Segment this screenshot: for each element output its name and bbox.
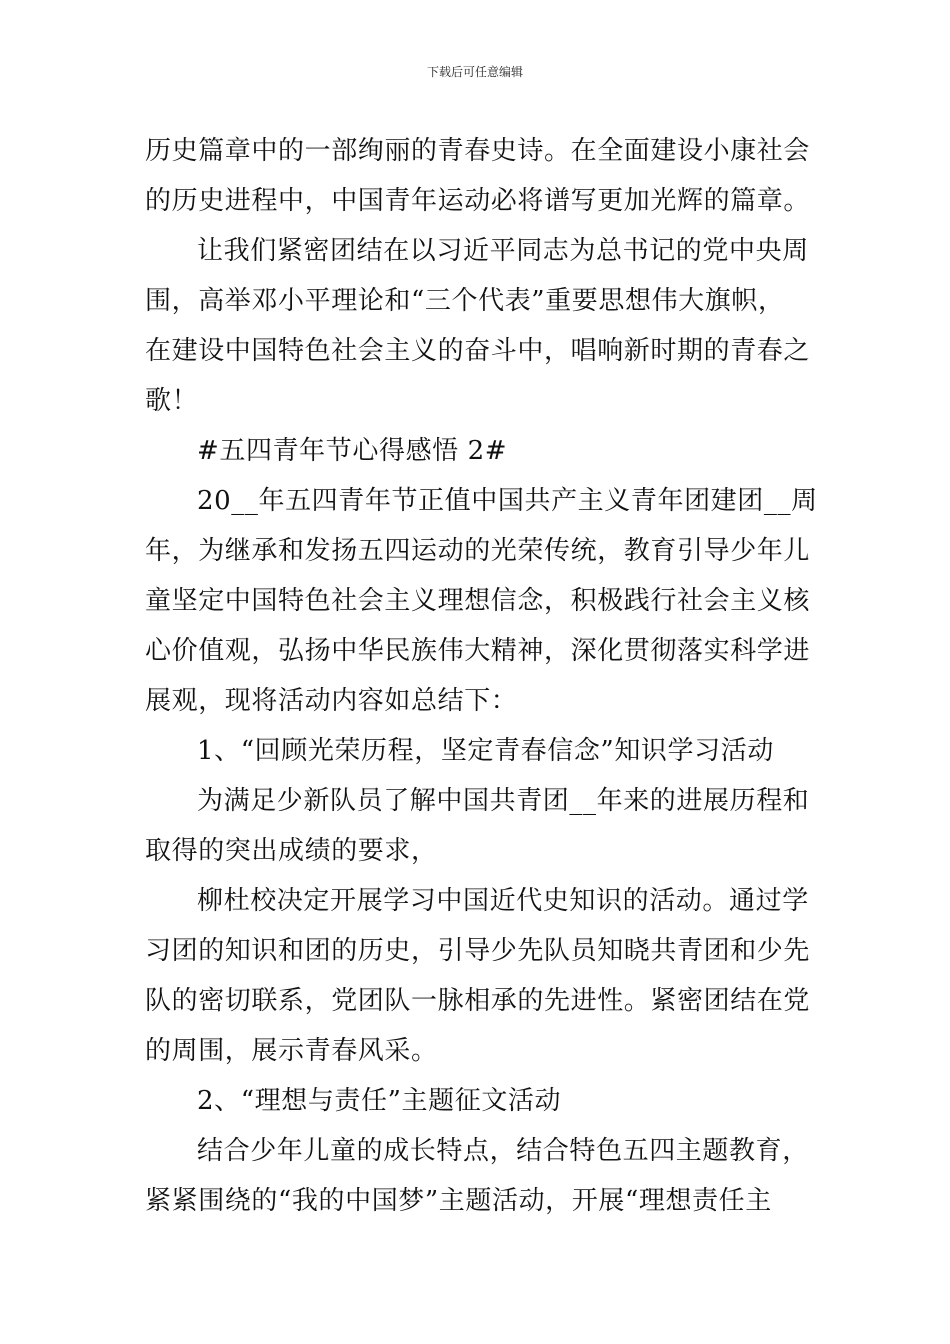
- text-line: 展观，现将活动内容如总结下：: [145, 686, 518, 716]
- list-item-heading: 2、“理想与责任”主题征文活动: [197, 1086, 562, 1116]
- text-line: 柳杜校决定开展学习中国近代史知识的活动。通过学: [197, 886, 809, 916]
- text-line: 队的密切联系，党团队一脉相承的先进性。紧密团结在党: [145, 986, 811, 1016]
- text-line: 年，为继承和发扬五四运动的光荣传统，教育引导少年儿: [145, 536, 811, 566]
- text-line: 的历史进程中，中国青年运动必将谱写更加光辉的篇章。: [145, 186, 811, 216]
- text-line: 歌！: [145, 386, 199, 416]
- section-heading: #五四青年节心得感悟 2#: [197, 436, 508, 466]
- text-line: 结合少年儿童的成长特点，结合特色五四主题教育，: [197, 1136, 809, 1166]
- list-item-heading: 1、“回顾光荣历程，坚定青春信念”知识学习活动: [197, 736, 774, 766]
- text-line: 让我们紧密团结在以习近平同志为总书记的党中央周: [197, 236, 809, 266]
- text-line: 童坚定中国特色社会主义理想信念，积极践行社会主义核: [145, 586, 811, 616]
- text-line: 围，高举邓小平理论和“三个代表”重要思想伟大旗帜，: [145, 286, 785, 316]
- text-line: 20__年五四青年节正值中国共产主义青年团建团__周: [197, 486, 818, 516]
- text-line: 历史篇章中的一部绚丽的青春史诗。在全面建设小康社会: [145, 136, 811, 166]
- text-line: 在建设中国特色社会主义的奋斗中，唱响新时期的青春之: [145, 336, 811, 366]
- text-line: 的周围，展示青春风采。: [145, 1036, 438, 1066]
- page-header-note: 下载后可任意编辑: [426, 65, 523, 79]
- text-line: 习团的知识和团的历史，引导少先队员知晓共青团和少先: [145, 936, 811, 966]
- text-line: 心价值观，弘扬中华民族伟大精神，深化贯彻落实科学进: [145, 636, 811, 666]
- text-line: 取得的突出成绩的要求，: [145, 836, 438, 866]
- text-line: 紧紧围绕的“我的中国梦”主题活动，开展“理想责任主: [145, 1186, 772, 1216]
- document-body: [145, 126, 818, 1226]
- text-line: 为满足少新队员了解中国共青团__年来的进展历程和: [197, 786, 810, 816]
